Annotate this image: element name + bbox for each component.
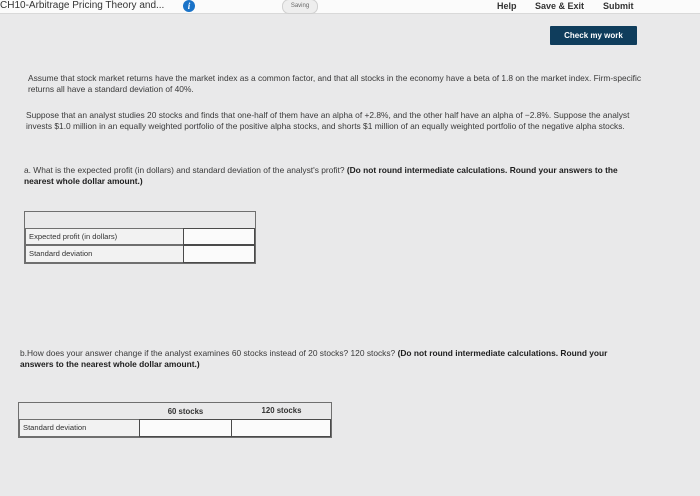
part-a-question [24, 165, 624, 188]
help-link[interactable]: Help [497, 1, 517, 11]
table-row [25, 228, 184, 245]
save-exit-link[interactable]: Save & Exit [535, 1, 585, 11]
question-paragraph-2: Suppose that an analyst studies 20 stocks and finds that one-half of them have an alpha of +2.8%, and the other half have an alpha of −2.8%. Suppose the analyst invests $1.0 million in an equally weighted portfolio of the positive alpha stocks, and shorts $1 million of an equally weighted portfolio of the negative alpha stocks. [26, 110, 630, 132]
expected-profit-label: Expected profit (in dollars) [29, 232, 118, 241]
part-b-question [20, 348, 620, 371]
part-b-table [18, 402, 332, 438]
assignment-title: CH10-Arbitrage Pricing Theory and... [0, 0, 165, 11]
standard-deviation-input[interactable] [183, 245, 255, 263]
standard-deviation-label: Standard deviation [23, 423, 87, 432]
part-b-instructions: (Do not round intermediate calculations. Round your answers to the nearest whole dollar amount.) [20, 348, 608, 370]
part-a-text: a. What is the expected profit (in dollars) and standard deviation of the analyst's profit? [24, 165, 345, 175]
expected-profit-input[interactable] [183, 228, 255, 245]
part-b-text: b.How does your answer change if the analyst examines 60 stocks instead of 20 stocks? 120 stocks? [20, 348, 396, 358]
table-row [19, 419, 140, 437]
saving-indicator: Saving [282, 0, 318, 14]
question-paragraph-1: Assume that stock market returns have the market index as a common factor, and that all stocks in the economy have a beta of 1.8 on the market index. Firm-specific returns all have a standard deviation of 40%. [28, 73, 642, 95]
part-a-instructions: (Do not round intermediate calculations. Round your answers to the nearest whole dollar amount.) [24, 165, 618, 187]
table-header-row [25, 212, 255, 229]
standard-deviation-label: Standard deviation [29, 249, 93, 258]
submit-link[interactable]: Submit [603, 1, 634, 11]
part-a-table [24, 211, 256, 264]
sd-60-stocks-input[interactable] [139, 419, 232, 437]
column-header-60-stocks: 60 stocks [167, 407, 204, 416]
table-row [25, 245, 184, 263]
sd-120-stocks-input[interactable] [231, 419, 331, 437]
check-my-work-button[interactable]: Check my work [550, 26, 637, 45]
column-header-120-stocks: 120 stocks [261, 406, 302, 415]
info-icon[interactable]: i [183, 0, 195, 12]
